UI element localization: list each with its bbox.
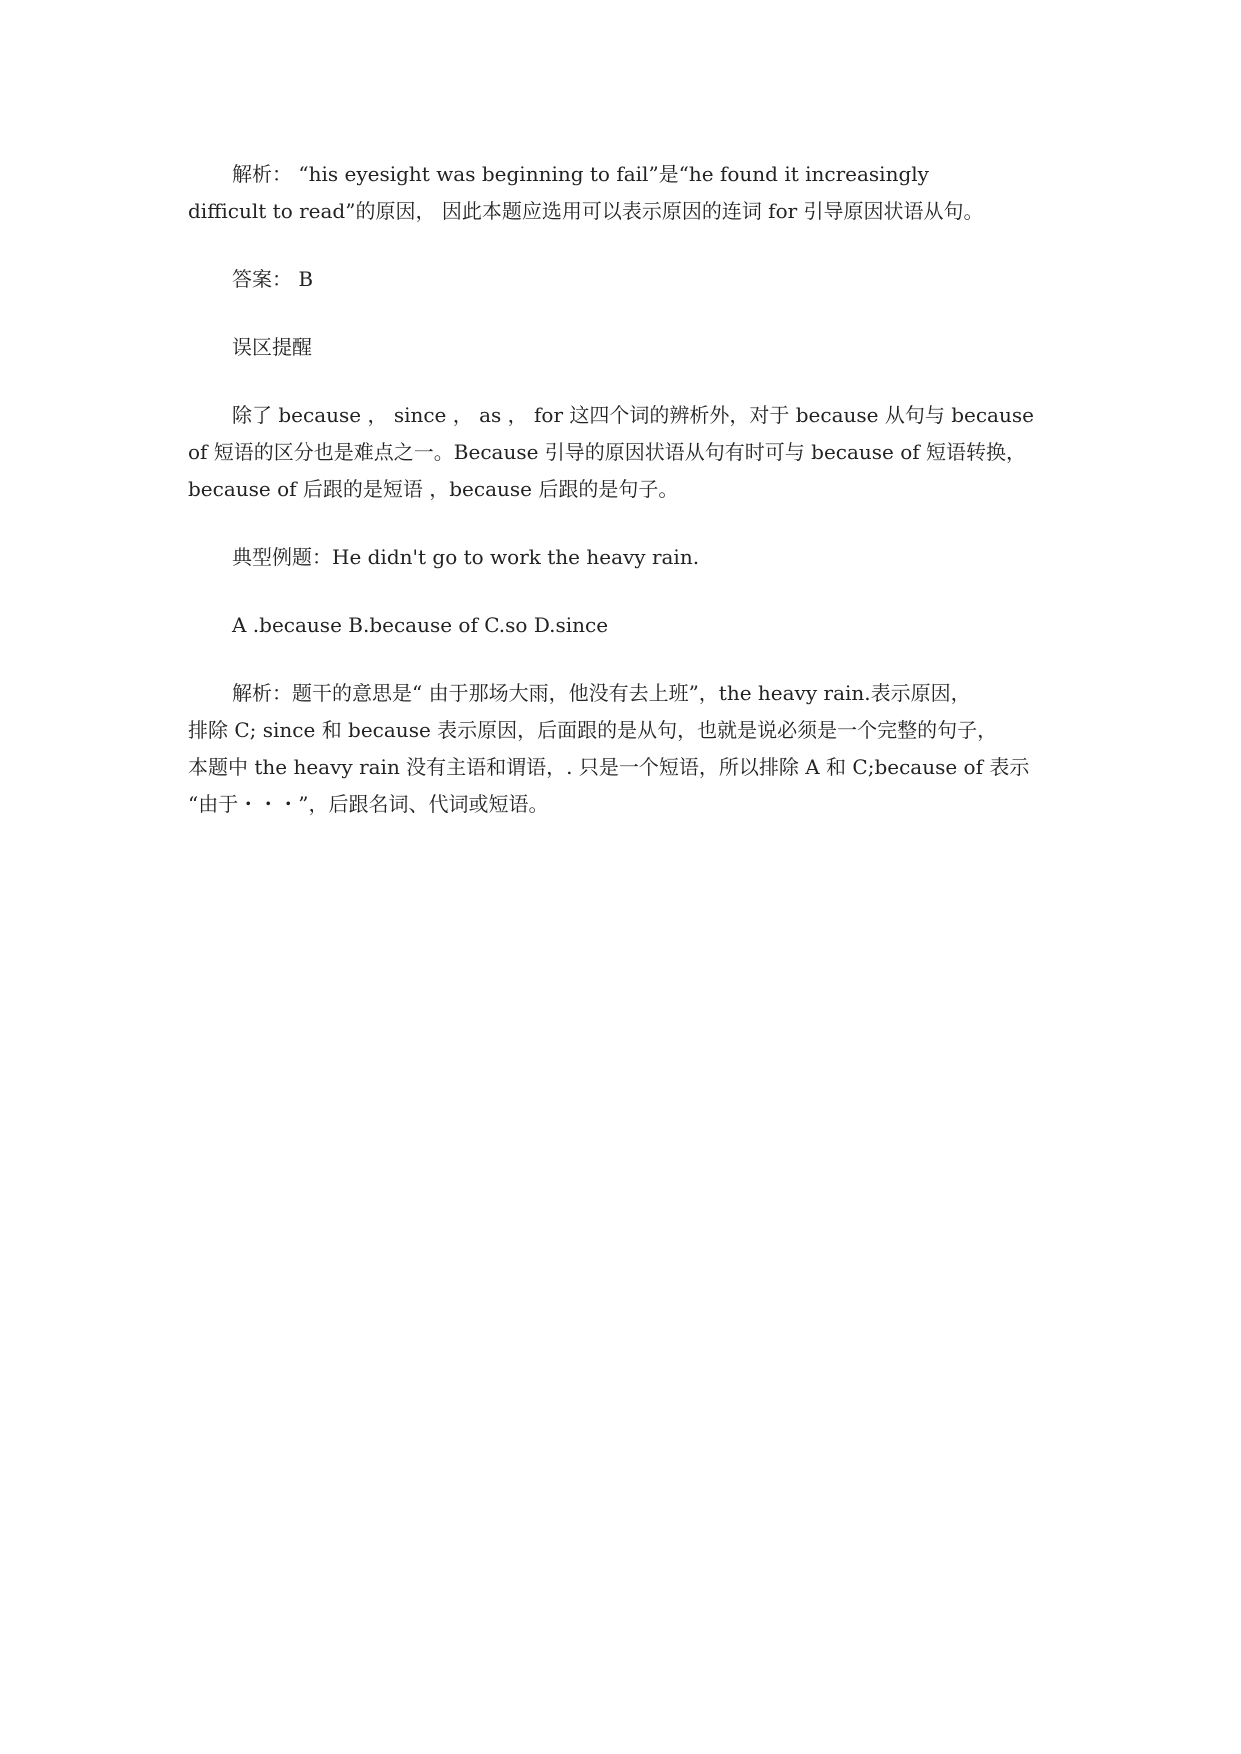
text-line: 解析： “his eyesight was beginning to fail”是“he found it increasingly — [232, 162, 929, 186]
text-line: 误区提醒 — [232, 335, 312, 359]
explanation-paragraph — [188, 397, 1073, 508]
analysis-paragraph-2 — [188, 675, 1073, 823]
answer-paragraph — [188, 261, 1073, 298]
example-question — [188, 539, 1073, 576]
text-line: difficult to read”的原因， 因此本题应选用可以表示原因的连词 for 引导原因状语从句。 — [188, 199, 984, 223]
text-line: A .because B.because of C.so D.since — [232, 613, 609, 637]
text-line: 排除 C; since 和 because 表示原因，后面跟的是从句，也就是说必须是一个完整的句子， — [188, 718, 998, 742]
text-line: 本题中 the heavy rain 没有主语和谓语，. 只是一个短语，所以排除 A 和 C;because of 表示 — [188, 755, 1030, 779]
text-line: “由于・・・”，后跟名词、代词或短语。 — [188, 792, 549, 816]
text-line: 解析：题干的意思是“ 由于那场大雨，他没有去上班”，the heavy rain.表示原因， — [232, 681, 971, 705]
document-body — [188, 156, 1073, 854]
answer-options — [188, 607, 1073, 644]
analysis-paragraph-1 — [188, 156, 1073, 230]
text-line: 答案： B — [232, 267, 314, 291]
text-line: 典型例题：He didn't go to work the heavy rain. — [232, 545, 700, 569]
text-line: 除了 because ， since ， as ， for 这四个词的辨析外，对于 because 从句与 because — [232, 403, 1034, 427]
section-heading-common-mistakes — [188, 329, 1073, 366]
text-line: because of 后跟的是短语 ，because 后跟的是句子。 — [188, 477, 679, 501]
text-line: of 短语的区分也是难点之一。Because 引导的原因状语从句有时可与 because of 短语转换， — [188, 440, 1027, 464]
